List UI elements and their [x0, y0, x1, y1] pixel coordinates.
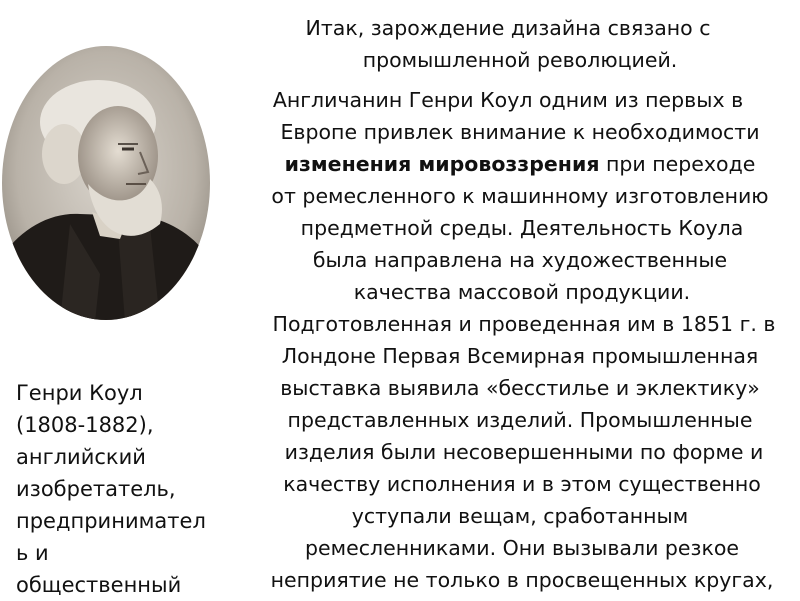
- body-line: Лондоне Первая Всемирная промышленная: [281, 344, 759, 368]
- caption-line: Генри Коул: [16, 381, 143, 405]
- caption-line: предпринимател: [16, 509, 206, 533]
- body-line-mixed: [285, 150, 756, 180]
- caption-line: общественный: [16, 573, 182, 597]
- caption-line: изобретатель,: [16, 477, 176, 501]
- body-line: Подготовленная и проведенная им в 1851 г. в: [272, 312, 776, 336]
- body-line: от ремесленного к машинному изготовлению: [271, 184, 769, 208]
- body-line: представленных изделий. Промышленные: [287, 408, 753, 432]
- caption-line: ь и: [16, 541, 49, 565]
- body-line: изделия были несовершенными по форме и: [284, 440, 764, 464]
- body-line: промышленной революцией.: [362, 48, 678, 72]
- body-line: ремесленниками. Они вызывали резкое: [305, 536, 739, 560]
- body-line: Европе привлек внимание к необходимости: [280, 120, 760, 144]
- body-line: предметной среды. Деятельность Коула: [300, 216, 744, 240]
- body-line: качеству исполнения и в этом существенно: [283, 472, 761, 496]
- body-line: качества массовой продукции.: [353, 280, 691, 304]
- caption-line: (1808-1882),: [16, 413, 154, 437]
- emphasis-text: изменения мировоззрения: [284, 152, 600, 176]
- caption-line: английский: [16, 445, 146, 469]
- body-line: Англичанин Генри Коул одним из первых в: [272, 88, 744, 112]
- body-line: Итак, зарождение дизайна связано с: [305, 16, 711, 40]
- body-line: была направлена на художественные: [312, 248, 728, 272]
- henry-cole-portrait: [0, 44, 212, 322]
- body-line: неприятие не только в просвещенных кругах,: [270, 568, 774, 592]
- body-line: выставка выявила «бесстилье и эклектику»: [280, 376, 760, 400]
- body-line: уступали вещам, сработанным: [351, 504, 689, 528]
- body-text: при переходе: [599, 152, 756, 176]
- portrait-caption: [16, 377, 226, 601]
